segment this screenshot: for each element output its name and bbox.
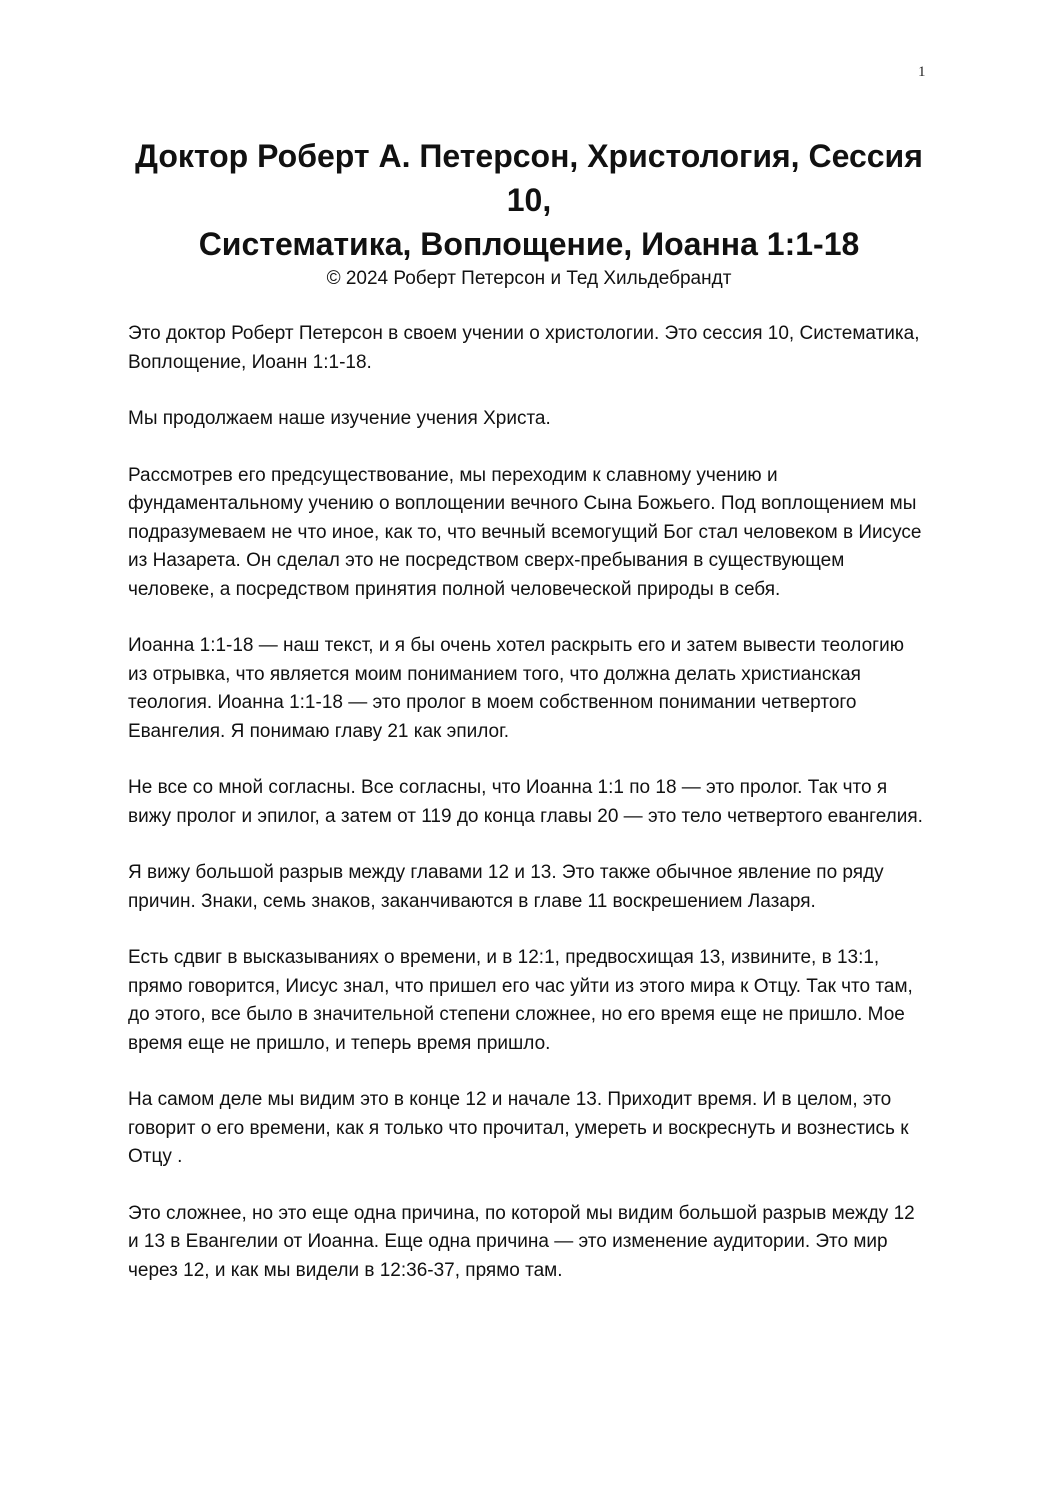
document-body bbox=[128, 320, 928, 1313]
paragraph-prologue: Иоанна 1:1-18 — наш текст, и я бы очень хотел раскрыть его и затем вывести теологию из отрывка, что является моим пониманием того, что должна делать христианская теология. Иоанна 1:1-18 — это пролог в моем собственном понимании четвертого Евангелия. Я понимаю главу 21 как эпилог. bbox=[128, 635, 904, 742]
document-header bbox=[115, 134, 943, 292]
paragraph-audience: Это сложнее, но это еще одна причина, по которой мы видим большой разрыв между 12 и 13 в Евангелии от Иоанна. Еще одна причина — это изменение аудитории. Это мир через 12, и как мы видели в 12:36-37, прямо там. bbox=[128, 1202, 915, 1281]
paragraph-agreement: Не все со мной согласны. Все согласны, что Иоанна 1:1 по 18 — это пролог. Так что я вижу пролог и эпилог, а затем от 119 до конца главы 20 — это тело четвертого евангелия. bbox=[128, 777, 923, 827]
copyright-notice: © 2024 Роберт Петерсон и Тед Хильдебрандт bbox=[326, 268, 732, 289]
paragraph-hour-sayings: Есть сдвиг в высказываниях о времени, и в 12:1, предвосхищая 13, извините, в 13:1, прямо говорится, Иисус знал, что пришел его час уйти из этого мира к Отцу. Так что там, до этого, все было в значительной степени сложнее, но его время еще не пришло. Мое время еще не пришло, и теперь время пришло. bbox=[128, 947, 913, 1054]
title-line-1: Доктор Роберт А. Петерсон, Христология, Сессия 10, bbox=[135, 138, 923, 218]
paragraph-break-12-13: Я вижу большой разрыв между главами 12 и 13. Это также обычное явление по ряду причин. Знаки, семь знаков, заканчиваются в главе 11 воскрешением Лазаря. bbox=[128, 862, 884, 912]
paragraph-time-comes: На самом деле мы видим это в конце 12 и начале 13. Приходит время. И в целом, это говорит о его времени, как я только что прочитал, умереть и воскреснуть и вознестись к Отцу . bbox=[128, 1089, 909, 1167]
paragraph-incarnation: Рассмотрев его предсуществование, мы переходим к славному учению и фундаментальному учению о воплощении вечного Сына Божьего. Под воплощением мы подразумеваем не что иное, как то, что вечный всемогущий Бог стал человеком в Иисусе из Назарета. Он сделал это не посредством сверх-пребывания в существующем человеке, а посредством принятия полной человеческой природы в себя. bbox=[128, 464, 922, 600]
page-number: 1 bbox=[918, 64, 926, 80]
document-title bbox=[115, 134, 943, 266]
title-line-2: Систематика, Воплощение, Иоанна 1:1-18 bbox=[198, 226, 860, 262]
paragraph-intro: Это доктор Роберт Петерсон в своем учении о христологии. Это сессия 10, Систематика, Воплощение, Иоанн 1:1-18. bbox=[128, 323, 920, 373]
paragraph-continue-study: Мы продолжаем наше изучение учения Христа. bbox=[128, 408, 551, 429]
